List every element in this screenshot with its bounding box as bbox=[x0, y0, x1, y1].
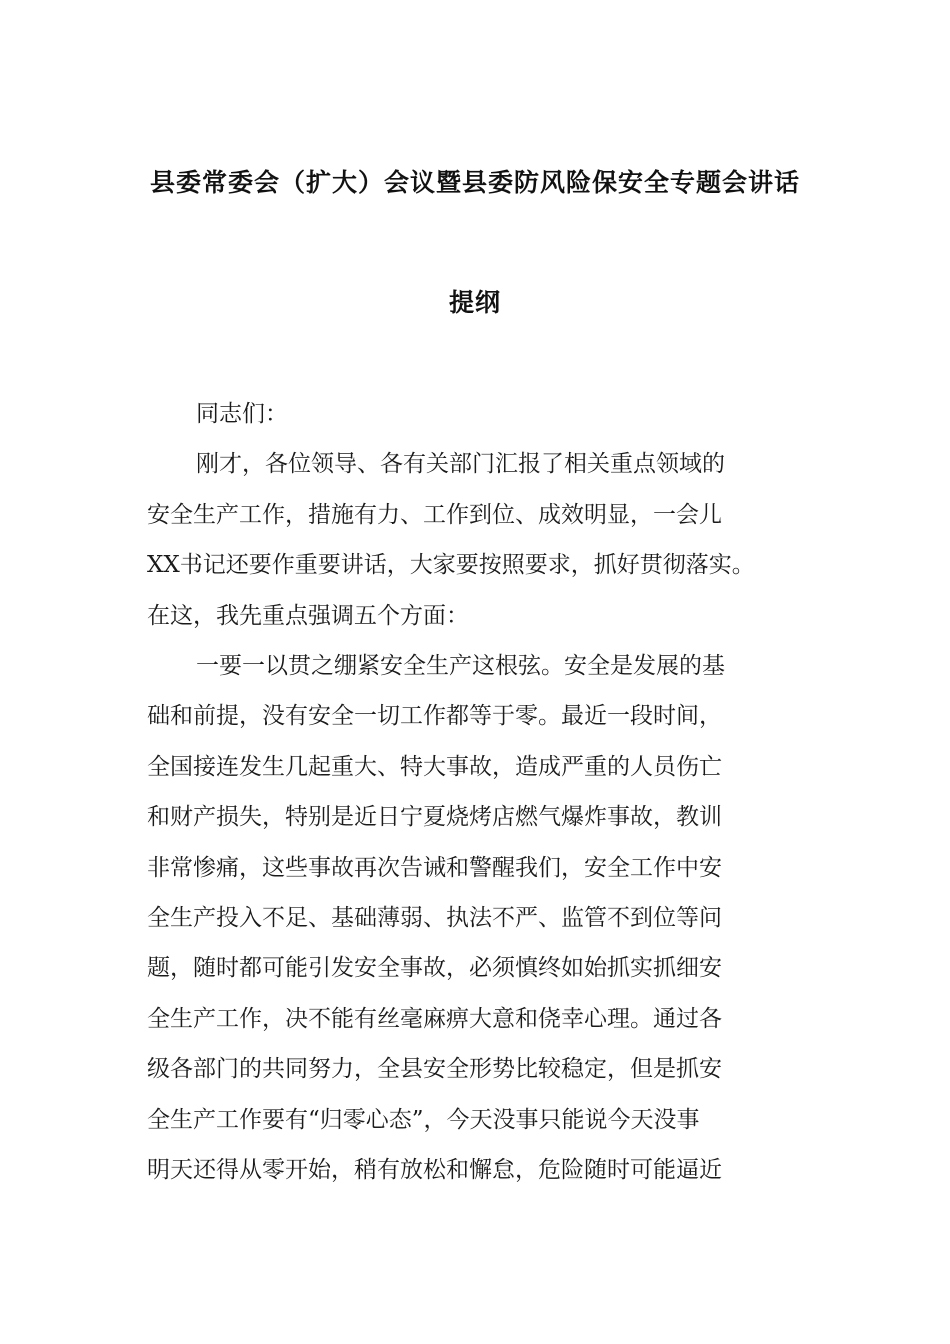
paragraph-line: 础和前提，没有安全一切工作都等于零。最近一段时间， bbox=[147, 703, 722, 729]
paragraph-line: XX书记还要作重要讲话，大家要按照要求，抓好贯彻落实。 bbox=[147, 552, 755, 578]
paragraph-line: 明天还得从零开始，稍有放松和懈怠，危险随时可能逼近 bbox=[147, 1157, 722, 1183]
paragraph-line: 题，随时都可能引发安全事故，必须慎终如始抓实抓细安 bbox=[147, 955, 722, 981]
paragraph-line: 全生产工作要有“归零心态”，今天没事只能说今天没事 bbox=[147, 1107, 700, 1133]
salutation: 同志们： bbox=[196, 401, 288, 427]
paragraph-line: 全生产投入不足、基础薄弱、执法不严、监管不到位等问 bbox=[147, 905, 722, 931]
document-title-line-1: 县委常委会（扩大）会议暨县委防风险保安全专题会讲话 bbox=[149, 168, 800, 197]
paragraph-line: 在这，我先重点强调五个方面： bbox=[147, 603, 469, 629]
paragraph-line: 一要一以贯之绷紧安全生产这根弦。安全是发展的基 bbox=[196, 653, 725, 679]
document-title-line-2: 提纲 bbox=[448, 288, 501, 317]
paragraph-line: 全国接连发生几起重大、特大事故，造成严重的人员伤亡 bbox=[147, 754, 722, 780]
paragraph-line: 非常惨痛，这些事故再次告诫和警醒我们，安全工作中安 bbox=[147, 855, 722, 881]
paragraph-line: 全生产工作，决不能有丝毫麻痹大意和侥幸心理。通过各 bbox=[147, 1006, 722, 1032]
paragraph-line: 刚才，各位领导、各有关部门汇报了相关重点领域的 bbox=[196, 451, 725, 477]
paragraph-line: 级各部门的共同努力，全县安全形势比较稳定，但是抓安 bbox=[147, 1056, 722, 1082]
paragraph-line: 安全生产工作，措施有力、工作到位、成效明显，一会儿 bbox=[147, 502, 722, 528]
paragraph-line: 和财产损失，特别是近日宁夏烧烤店燃气爆炸事故，教训 bbox=[147, 804, 722, 830]
